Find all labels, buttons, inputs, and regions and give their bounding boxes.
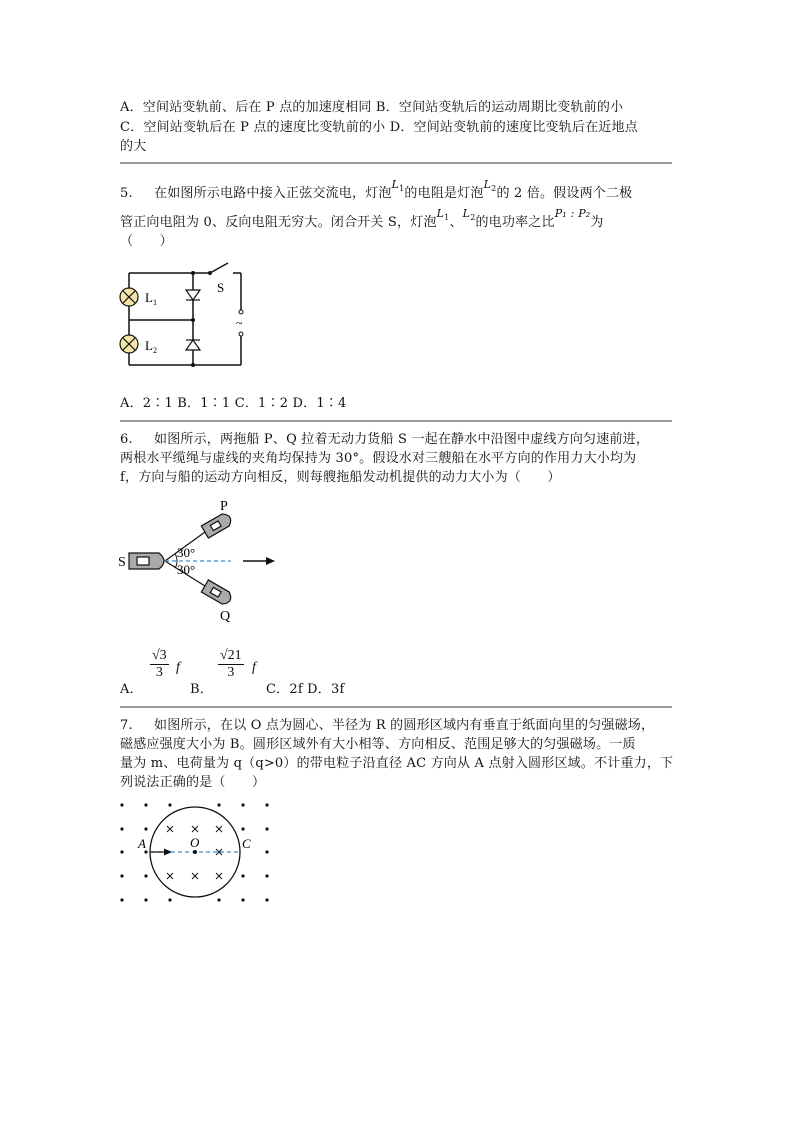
q7-line-3: 量为 m、电荷量为 q（q>0）的带电粒子沿直径 AC 方向从 A 点射入圆形区域。不计重力，下 <box>120 756 674 771</box>
q5-line-1: 5. 在如图所示电路中接入正弦交流电，灯泡$^{L_1}$的电阻是灯泡$^{L_2}$的 2 倍。假设两个二极 <box>120 178 633 201</box>
symbol-L1: L1 <box>391 178 405 193</box>
field-out-dot <box>120 874 123 877</box>
label-L2: $L_2$ <box>145 338 157 355</box>
field-out-dot <box>265 874 268 877</box>
field-out-dot <box>168 803 171 806</box>
tugboat-Q-icon <box>201 580 233 607</box>
arrow-head-icon <box>164 849 172 856</box>
q7-line-1: 7. 如图所示，在以 O 点为圆心、半径为 R 的圆形区域内有垂直于纸面向里的匀强磁场， <box>120 718 655 733</box>
label-C: C <box>242 836 251 851</box>
divider <box>120 706 672 708</box>
center-O <box>193 850 197 854</box>
field-out-dot <box>120 803 123 806</box>
label-S: S <box>118 555 126 570</box>
q4-option-line-3: 的大 <box>120 139 147 154</box>
q5-options: A．2∶1 B．1∶1 C．1∶2 D．1∶4 <box>120 396 347 411</box>
symbol-L2: L2 <box>462 207 476 222</box>
symbol-L2: L2 <box>483 178 497 193</box>
q7-line-2: 磁感应强度大小为 B。圆形区域外有大小相等、方向相反、范围足够大的匀强磁场。一质 <box>120 737 636 752</box>
q4-option-line-1: A．空间站变轨前、后在 P 点的加速度相同 B．空间站变轨后的运动周期比变轨前的小 <box>120 100 624 115</box>
q6-line-1: 6. 如图所示，两拖船 P、Q 拉着无动力货船 S 一起在静水中沿图中虚线方向匀速前进， <box>120 432 650 447</box>
q5-line-3: （ ） <box>120 234 173 249</box>
field-out-dot <box>265 827 268 830</box>
q6-option-B-fraction: $\frac{√21}{3}$ <box>220 648 242 680</box>
label-L1: $L_1$ <box>145 290 157 307</box>
circuit-diagram <box>115 260 250 375</box>
q5-line-2: 管正向电阻为 0、反向电阻无穷大。闭合开关 S，灯泡$^{L_1}$、$^{L_2}$的电功率之比$^{P_1 : P_2}$为 <box>120 207 604 230</box>
field-out-dot <box>241 803 244 806</box>
field-out-dot <box>265 898 268 901</box>
q6-option-A-fraction: $\frac{√3}{3}$ <box>152 648 167 680</box>
barge-S-icon <box>129 553 164 569</box>
field-out-dot <box>144 803 147 806</box>
q7-line-4: 列说法正确的是（ ） <box>120 775 266 790</box>
field-out-dot <box>241 898 244 901</box>
field-in-cross <box>216 826 222 832</box>
tugboat-P-icon <box>201 511 233 538</box>
field-in-cross <box>216 873 222 879</box>
field-out-dot <box>241 874 244 877</box>
lamp-L1-icon <box>120 288 138 306</box>
q6-option-B-f: f <box>252 660 256 675</box>
field-out-dot <box>265 850 268 853</box>
q6-option-A-label: A． <box>120 682 143 697</box>
magnetic-field-diagram <box>112 795 277 910</box>
field-out-dot <box>144 874 147 877</box>
diode-top-icon <box>186 290 200 300</box>
symbol-L1: L1 <box>436 207 450 222</box>
divider <box>120 162 672 164</box>
field-out-dot <box>144 827 147 830</box>
q4-option-line-2: C．空间站变轨后在 P 点的速度比变轨前的小 D．空间站变轨前的速度比变轨后在近地点 <box>120 120 638 135</box>
q6-option-A-f: f <box>176 660 180 675</box>
field-out-dot <box>217 898 220 901</box>
field-out-dot <box>120 850 123 853</box>
field-in-cross <box>192 826 198 832</box>
field-in-cross <box>167 826 173 832</box>
field-out-dot <box>265 803 268 806</box>
label-Q: Q <box>220 609 231 624</box>
field-out-dot <box>120 898 123 901</box>
field-out-dot <box>168 898 171 901</box>
lamp-L2-icon <box>120 335 138 353</box>
q6-line-3: f，方向与船的运动方向相反，则每艘拖船发动机提供的动力大小为（ ） <box>120 470 561 485</box>
field-out-dot <box>217 803 220 806</box>
field-out-dot <box>120 827 123 830</box>
tugboat-diagram <box>115 495 285 625</box>
power-ratio: P₁ : P₂ <box>554 207 591 220</box>
field-out-dot <box>144 898 147 901</box>
field-in-cross <box>167 873 173 879</box>
q6-option-CD: C．2f D．3f <box>266 682 345 697</box>
divider <box>120 420 672 422</box>
label-S: S <box>217 280 225 295</box>
label-A: A <box>138 836 146 851</box>
q6-line-2: 两根水平缆绳与虚线的夹角均保持为 30°。假设水对三艘船在水平方向的作用力大小均为 <box>120 451 637 466</box>
ac-source-icon: ~ <box>236 316 243 330</box>
label-P: P <box>220 499 228 514</box>
field-in-cross <box>192 873 198 879</box>
label-O: O <box>190 835 200 850</box>
field-out-dot <box>241 827 244 830</box>
diode-bottom-icon <box>186 340 200 350</box>
q6-option-B-label: B． <box>190 682 213 697</box>
angle-label-top: 30° <box>177 545 196 560</box>
angle-label-bottom: 30° <box>177 562 196 577</box>
question-number: 5. <box>120 186 133 201</box>
